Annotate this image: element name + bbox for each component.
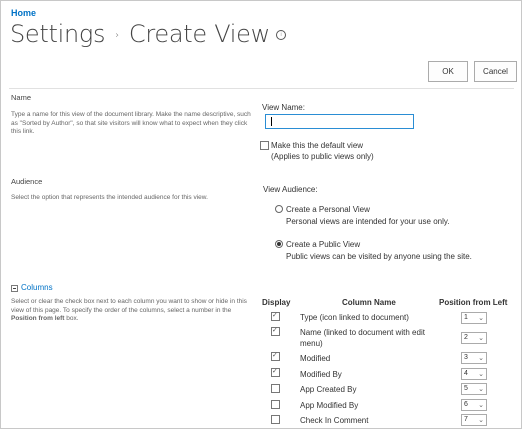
- column-name-header: Column Name: [342, 298, 396, 307]
- default-view-label: Make this the default view: [271, 141, 364, 150]
- column-name-check-in-comment: Check In Comment: [300, 416, 369, 425]
- breadcrumb-home-link[interactable]: Home: [11, 8, 37, 18]
- columns-desc-text: Select or clear the check box next to each column you want to show or hide in this view of this page. To specify the order of the columns, select a number in the: [11, 298, 247, 314]
- display-checkbox-name[interactable]: [271, 327, 280, 336]
- position-value: 3: [464, 354, 468, 361]
- columns-section-description: [11, 298, 257, 324]
- position-select-check-in-comment[interactable]: [461, 414, 487, 426]
- position-value: 4: [464, 370, 468, 377]
- position-value: 7: [464, 416, 468, 423]
- page-title: [10, 20, 286, 48]
- text-caret: [271, 117, 272, 126]
- display-checkbox-modified-by[interactable]: [271, 368, 280, 377]
- cancel-button[interactable]: Cancel: [474, 61, 517, 82]
- default-view-checkbox[interactable]: [260, 141, 269, 150]
- position-select-name[interactable]: [461, 332, 487, 344]
- column-name-name: Name (linked to document with edit menu): [300, 328, 425, 348]
- position-value: 1: [464, 314, 468, 321]
- view-name-label: View Name:: [262, 103, 305, 112]
- columns-section-title[interactable]: Columns: [21, 283, 53, 292]
- column-name-app-created-by: App Created By: [300, 385, 357, 394]
- display-checkbox-check-in-comment[interactable]: [271, 415, 280, 424]
- public-view-label[interactable]: Create a Public View: [286, 240, 361, 249]
- public-view-desc: Public views can be visited by anyone using the site.: [286, 252, 472, 261]
- column-name-modified-by: Modified By: [300, 370, 342, 379]
- ok-button[interactable]: OK: [428, 61, 468, 82]
- position-select-type[interactable]: [461, 312, 487, 324]
- personal-view-label[interactable]: Create a Personal View: [286, 205, 370, 214]
- chevron-down-icon: ⌄: [478, 314, 484, 322]
- audience-section-title: Audience: [11, 177, 43, 186]
- breadcrumb-separator: ›: [115, 30, 119, 41]
- position-select-modified[interactable]: [461, 352, 487, 364]
- view-audience-label: View Audience:: [263, 185, 318, 194]
- display-checkbox-app-modified-by[interactable]: [271, 400, 280, 409]
- chevron-down-icon: ⌄: [478, 334, 484, 342]
- display-column-header: Display: [262, 298, 291, 307]
- column-name-type: Type (icon linked to document): [300, 313, 409, 322]
- chevron-down-icon: ⌄: [478, 354, 484, 362]
- position-value: 6: [464, 401, 468, 408]
- collapse-icon[interactable]: [11, 285, 18, 292]
- public-view-radio[interactable]: [275, 240, 283, 248]
- name-section-title: Name: [11, 93, 32, 102]
- audience-section-description: Select the option that represents the intended audience for this view.: [11, 194, 208, 201]
- display-checkbox-app-created-by[interactable]: [271, 384, 280, 393]
- divider: [9, 88, 514, 89]
- position-select-modified-by[interactable]: [461, 368, 487, 380]
- columns-desc-end: box.: [66, 315, 79, 322]
- columns-desc-bold: Position from left: [11, 315, 65, 322]
- position-select-app-modified-by[interactable]: [461, 399, 487, 411]
- name-section-description: Type a name for this view of the document library. Make the name descriptive, such as "Sorted by Author", so that site visitors will know what to expect when they click this link.: [11, 111, 251, 135]
- view-name-input[interactable]: [265, 114, 414, 129]
- title-parent: Settings: [10, 20, 106, 48]
- chevron-down-icon: ⌄: [478, 385, 484, 393]
- default-view-note: (Applies to public views only): [271, 152, 374, 161]
- info-icon[interactable]: i: [276, 30, 286, 40]
- personal-view-desc: Personal views are intended for your use only.: [286, 217, 450, 226]
- position-select-app-created-by[interactable]: [461, 383, 487, 395]
- personal-view-radio[interactable]: [275, 205, 283, 213]
- title-current: Create View: [128, 20, 270, 48]
- column-name-modified: Modified: [300, 354, 331, 363]
- column-name-app-modified-by: App Modified By: [300, 401, 359, 410]
- position-header: Position from Left: [439, 298, 508, 307]
- display-checkbox-modified[interactable]: [271, 352, 280, 361]
- chevron-down-icon: ⌄: [478, 370, 484, 378]
- display-checkbox-type[interactable]: [271, 312, 280, 321]
- chevron-down-icon: ⌄: [478, 401, 484, 409]
- position-value: 5: [464, 385, 468, 392]
- position-value: 2: [464, 334, 468, 341]
- chevron-down-icon: ⌄: [478, 416, 484, 424]
